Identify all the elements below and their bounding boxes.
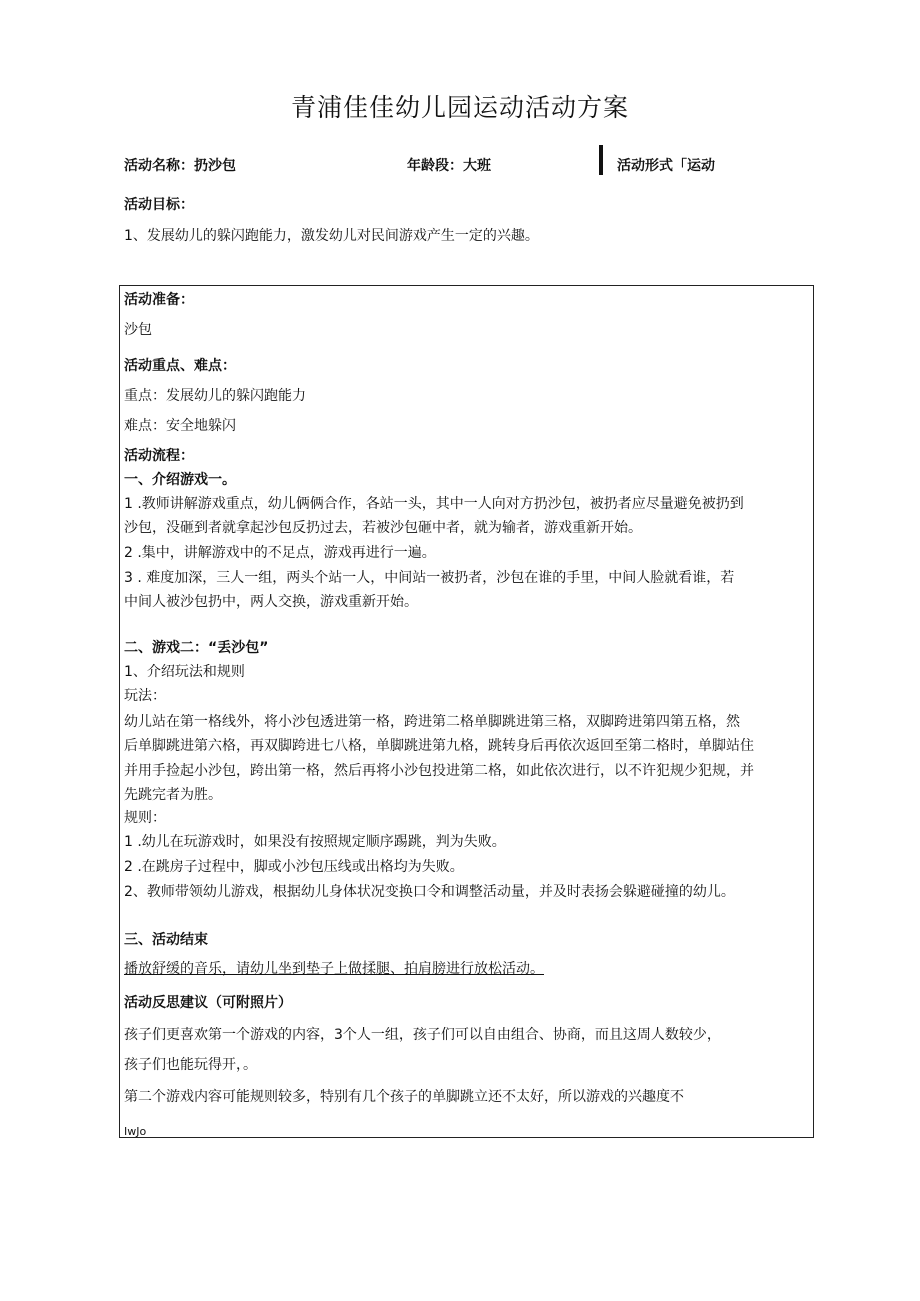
- section2-line: 1 .幼儿在玩游戏时，如果没有按照规定顺序踢跳，判为失败。: [124, 834, 506, 850]
- section2-line: 幼儿站在第一格线外，将小沙包透进第一格，跨进第二格单脚跳进第三格，双脚跨进第四第五格，然: [124, 714, 740, 730]
- page-title: 青浦佳佳幼儿园运动活动方案: [290, 93, 629, 122]
- section2-line: 2、教师带领幼儿游戏，根据幼儿身体状况变换口令和调整活动量，并及时表扬会躲避碰撞的幼儿。: [124, 884, 735, 900]
- goal-text: 1、发展幼儿的躲闪跑能力，激发幼儿对民间游戏产生一定的兴趣。: [124, 228, 539, 244]
- section3-title: 三、活动结束: [124, 932, 208, 948]
- section2-line: 2 .在跳房子过程中，脚或小沙包压线或出格均为失败。: [124, 859, 464, 875]
- activity-form: 活动形式「运动: [617, 158, 715, 174]
- section2-line: 先跳完者为胜。: [124, 787, 222, 803]
- activity-name: 活动名称：扔沙包: [124, 158, 236, 174]
- reflection-label: 活动反思建议（可附照片）: [124, 995, 292, 1011]
- goal-label: 活动目标：: [124, 197, 194, 213]
- section1-title: 一、介绍游戏一。: [124, 472, 236, 488]
- difficulty: 难点：安全地躲闪: [124, 418, 236, 434]
- key-label: 活动重点、难点：: [124, 358, 236, 374]
- section1-line: 中间人被沙包扔中，两人交换，游戏重新开始。: [124, 594, 418, 610]
- reflection-line: 第二个游戏内容可能规则较多，特别有几个孩子的单脚跳立还不太好，所以游戏的兴趣度不: [124, 1089, 684, 1105]
- section3-line: 播放舒缓的音乐，请幼儿坐到垫子上做揉腿、拍肩膀进行放松活动。: [124, 961, 544, 977]
- flow-label: 活动流程：: [124, 448, 194, 464]
- section2-title: 二、游戏二：“丢沙包”: [124, 640, 269, 656]
- key-point: 重点：发展幼儿的躲闪跑能力: [124, 388, 306, 404]
- age-group: 年龄段：大班: [407, 158, 491, 174]
- separator-bar: [599, 145, 603, 175]
- section2-line: 1、介绍玩法和规则: [124, 664, 245, 680]
- section2-line: 玩法：: [124, 688, 166, 704]
- reflection-line: 孩子们也能玩得开，。: [124, 1057, 257, 1073]
- section2-line: 后单脚跳进第六格，再双脚跨进七八格，单脚跳进第九格，跳转身后再依次返回至第二格时，单脚站住: [124, 738, 754, 754]
- section2-line: 并用手捡起小沙包，跨出第一格，然后再将小沙包投进第二格，如此依次进行，以不许犯规少犯规，并: [124, 763, 754, 779]
- section1-line: 2 .集中，讲解游戏中的不足点，游戏再进行一遍。: [124, 545, 436, 561]
- section2-line: 规则：: [124, 810, 166, 826]
- section1-line: 3 . 难度加深，三人一组，两头个站一人，中间站一被扔者，沙包在谁的手里，中间人脸就看谁，若: [124, 570, 735, 586]
- prep-text: 沙包: [124, 322, 152, 338]
- prep-label: 活动准备：: [124, 292, 194, 308]
- reflection-line: 孩子们更喜欢第一个游戏的内容，3个人一组，孩子们可以自由组合、协商，而且这周人数较少，: [124, 1027, 721, 1043]
- section1-line: 沙包，没砸到者就拿起沙包反扔过去，若被沙包砸中者，就为输者，游戏重新开始。: [124, 520, 642, 536]
- footer-mark: IwJo: [124, 1125, 147, 1138]
- section1-line: 1 .教师讲解游戏重点，幼儿俩俩合作，各站一头，其中一人向对方扔沙包，被扔者应尽量避免被扔到: [124, 496, 744, 512]
- content-box: [119, 285, 814, 1138]
